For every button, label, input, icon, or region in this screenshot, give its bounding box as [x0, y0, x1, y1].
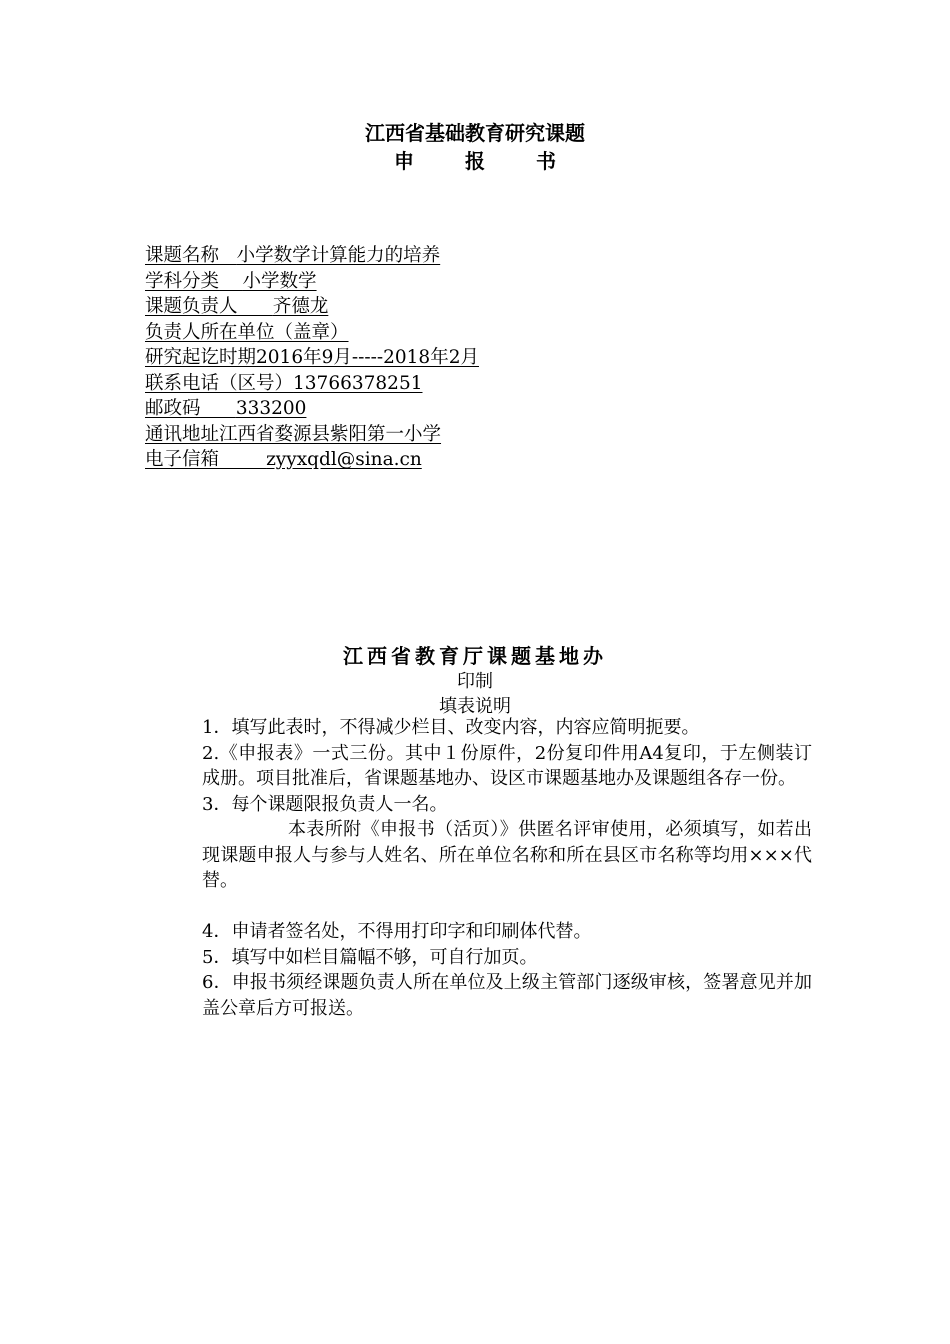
- field-value: 齐德龙: [272, 296, 329, 317]
- field-address: [145, 422, 479, 448]
- field-value: 小学数学计算能力的培养: [236, 245, 441, 266]
- instructions-list: [202, 715, 812, 1021]
- field-value: zyyxqdl@sina.cn: [266, 449, 422, 470]
- field-email: [145, 447, 479, 473]
- print-label: 印制: [457, 671, 493, 692]
- field-spacing: [219, 245, 237, 266]
- field-label: 电子信箱: [145, 449, 220, 470]
- issuing-organization: 江西省教育厅课题基地办: [343, 644, 607, 668]
- field-label: 负责人所在单位（盖章）: [145, 321, 349, 343]
- instruction-item: 2.《申报表》一式三份。其中１份原件，2份复印件用A4复印，于左侧装订成册。项目批准后，省课题基地办、设区市课题基地办及课题组各存一份。: [202, 742, 812, 789]
- subtitle-char: 书: [535, 149, 556, 173]
- field-label: 课题名称: [145, 245, 220, 266]
- instructions-title: 填表说明: [439, 696, 511, 717]
- field-label: 联系电话（区号）: [145, 372, 294, 394]
- field-value: 13766378251: [293, 372, 423, 394]
- field-spacing: [219, 449, 266, 470]
- instruction-item: 5．填写中如栏目篇幅不够，可自行加页。: [202, 946, 538, 968]
- instruction-item: 本表所附《申报书（活页）》供匿名评审使用，必须填写，如若出现课题申报人与参与人姓名、所在单位名称和所在县区市名称等均用×××代替。: [202, 819, 812, 891]
- field-label: 学科分类: [145, 270, 220, 292]
- instruction-item: 4．申请者签名处，不得用打印字和印刷体代替。: [202, 921, 592, 942]
- field-label: 研究起讫时期: [145, 347, 257, 368]
- field-unit: [145, 320, 479, 346]
- document-title: 江西省基础教育研究课题: [365, 121, 585, 145]
- subtitle-char: 申: [394, 149, 415, 173]
- field-period: [145, 345, 479, 371]
- field-label: 邮政码: [145, 398, 201, 419]
- field-spacing: [238, 296, 273, 317]
- field-subject: [145, 269, 479, 295]
- instruction-item: 6．申报书须经课题负责人所在单位及上级主管部门逐级审核，签署意见并加盖公章后方可报送。: [202, 972, 812, 1019]
- instruction-item: 1．填写此表时，不得减少栏目、改变内容，内容应简明扼要。: [202, 717, 700, 738]
- field-spacing: [201, 398, 236, 419]
- field-value: 江西省婺源县紫阳第一小学: [219, 423, 442, 445]
- instruction-item: 3．每个课题限报负责人一名。: [202, 793, 448, 815]
- subtitle-char: 报: [465, 149, 485, 173]
- field-spacing: [219, 271, 243, 292]
- field-label: 课题负责人: [145, 296, 238, 317]
- field-leader: [145, 294, 479, 320]
- field-value: 2016年9月-----2018年2月: [256, 347, 479, 368]
- document-subtitle: [0, 145, 950, 174]
- field-value: 小学数学: [242, 270, 317, 292]
- field-label: 通讯地址: [145, 423, 220, 445]
- field-topic-name: [145, 243, 479, 269]
- field-phone: [145, 371, 479, 397]
- field-postcode: [145, 396, 479, 422]
- field-value: 333200: [235, 398, 307, 419]
- application-fields: [145, 243, 479, 473]
